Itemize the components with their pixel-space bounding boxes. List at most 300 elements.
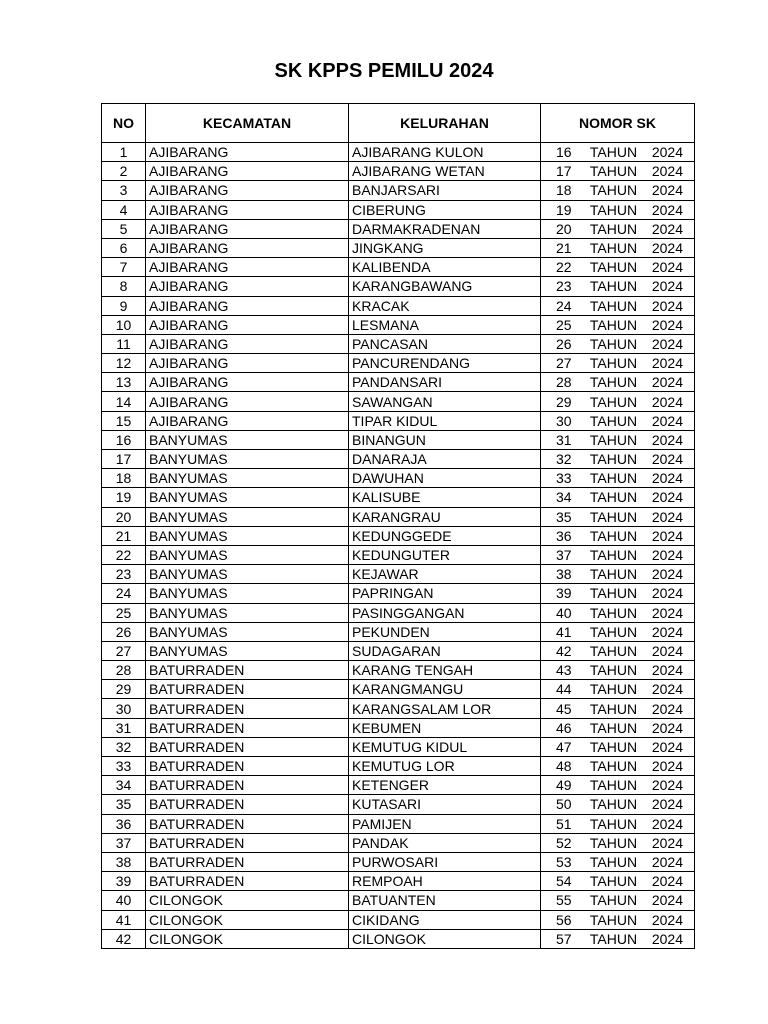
row-kelurahan: PASINGGANGAN (349, 603, 541, 622)
sk-number: 51 (556, 815, 572, 832)
sk-year: 2024 (651, 297, 683, 314)
row-nomor-sk (541, 737, 695, 756)
sk-tahun-label: TAHUN (589, 335, 638, 352)
sk-tahun-label: TAHUN (589, 163, 638, 180)
sk-year: 2024 (651, 834, 683, 851)
row-no: 26 (102, 622, 146, 641)
row-kelurahan: KEMUTUG LOR (349, 757, 541, 776)
row-no: 34 (102, 776, 146, 795)
sk-year: 2024 (651, 815, 683, 832)
sk-tahun-label: TAHUN (589, 240, 638, 257)
row-kecamatan: BANYUMAS (146, 450, 349, 469)
row-nomor-sk (541, 852, 695, 871)
sk-year: 2024 (651, 547, 683, 564)
row-no: 22 (102, 545, 146, 564)
row-no: 7 (102, 258, 146, 277)
sk-year: 2024 (651, 911, 683, 928)
sk-tahun-label: TAHUN (589, 911, 638, 928)
row-nomor-sk (541, 661, 695, 680)
row-nomor-sk (541, 162, 695, 181)
sk-tahun-label: TAHUN (589, 316, 638, 333)
row-no: 4 (102, 200, 146, 219)
sk-tahun-label: TAHUN (589, 642, 638, 659)
row-nomor-sk (541, 507, 695, 526)
row-no: 14 (102, 392, 146, 411)
sk-tahun-label: TAHUN (589, 374, 638, 391)
sk-number: 27 (556, 355, 572, 372)
row-nomor-sk (541, 181, 695, 200)
sk-tahun-label: TAHUN (589, 930, 638, 947)
row-kelurahan: KEJAWAR (349, 565, 541, 584)
sk-tahun-label: TAHUN (589, 431, 638, 448)
sk-tahun-label: TAHUN (589, 566, 638, 583)
row-kelurahan: PANDAK (349, 833, 541, 852)
table-row (102, 219, 695, 238)
table-row (102, 258, 695, 277)
sk-tahun-label: TAHUN (589, 777, 638, 794)
row-kelurahan: AJIBARANG WETAN (349, 162, 541, 181)
row-nomor-sk (541, 622, 695, 641)
row-nomor-sk (541, 814, 695, 833)
table-row (102, 411, 695, 430)
row-nomor-sk (541, 565, 695, 584)
row-nomor-sk (541, 910, 695, 929)
row-kecamatan: AJIBARANG (146, 200, 349, 219)
sk-year: 2024 (651, 738, 683, 755)
row-kelurahan: SAWANGAN (349, 392, 541, 411)
sk-tahun-label: TAHUN (589, 892, 638, 909)
row-no: 20 (102, 507, 146, 526)
sk-tahun-label: TAHUN (589, 700, 638, 717)
table-row (102, 661, 695, 680)
row-kecamatan: BATURRADEN (146, 814, 349, 833)
row-kecamatan: BATURRADEN (146, 776, 349, 795)
table-row (102, 526, 695, 545)
row-nomor-sk (541, 603, 695, 622)
sk-tahun-label: TAHUN (589, 854, 638, 871)
sk-year: 2024 (651, 201, 683, 218)
sk-tahun-label: TAHUN (589, 585, 638, 602)
row-kecamatan: BATURRADEN (146, 872, 349, 891)
row-nomor-sk (541, 430, 695, 449)
sk-number: 38 (556, 566, 572, 583)
row-kelurahan: KRACAK (349, 296, 541, 315)
sk-number: 37 (556, 547, 572, 564)
sk-year: 2024 (651, 355, 683, 372)
table-row (102, 565, 695, 584)
row-kecamatan: AJIBARANG (146, 411, 349, 430)
sk-number: 31 (556, 431, 572, 448)
row-nomor-sk (541, 219, 695, 238)
sk-year: 2024 (651, 662, 683, 679)
row-kecamatan: AJIBARANG (146, 238, 349, 257)
sk-number: 39 (556, 585, 572, 602)
row-nomor-sk (541, 929, 695, 948)
header-no: NO (102, 104, 146, 143)
sk-tahun-label: TAHUN (589, 201, 638, 218)
sk-number: 56 (556, 911, 572, 928)
sk-number: 17 (556, 163, 572, 180)
row-no: 36 (102, 814, 146, 833)
table-row (102, 507, 695, 526)
sk-tahun-label: TAHUN (589, 604, 638, 621)
row-kelurahan: PAPRINGAN (349, 584, 541, 603)
sk-number: 46 (556, 719, 572, 736)
row-no: 33 (102, 757, 146, 776)
sk-number: 52 (556, 834, 572, 851)
sk-number: 55 (556, 892, 572, 909)
sk-year: 2024 (651, 240, 683, 257)
row-no: 23 (102, 565, 146, 584)
row-kecamatan: BANYUMAS (146, 584, 349, 603)
table-row (102, 737, 695, 756)
row-kecamatan: BANYUMAS (146, 622, 349, 641)
row-nomor-sk (541, 373, 695, 392)
sk-tahun-label: TAHUN (589, 220, 638, 237)
header-kelurahan: KELURAHAN (349, 104, 541, 143)
sk-year: 2024 (651, 892, 683, 909)
row-no: 28 (102, 661, 146, 680)
sk-number: 57 (556, 930, 572, 947)
sk-number: 44 (556, 681, 572, 698)
table-row (102, 757, 695, 776)
row-nomor-sk (541, 296, 695, 315)
sk-year: 2024 (651, 220, 683, 237)
sk-year: 2024 (651, 259, 683, 276)
row-nomor-sk (541, 411, 695, 430)
sk-year: 2024 (651, 527, 683, 544)
row-no: 2 (102, 162, 146, 181)
sk-tahun-label: TAHUN (589, 489, 638, 506)
row-no: 38 (102, 852, 146, 871)
table-row (102, 833, 695, 852)
row-nomor-sk (541, 776, 695, 795)
sk-number: 42 (556, 642, 572, 659)
sk-number: 49 (556, 777, 572, 794)
table-row (102, 814, 695, 833)
row-kecamatan: BATURRADEN (146, 661, 349, 680)
row-no: 19 (102, 488, 146, 507)
sk-number: 43 (556, 662, 572, 679)
sk-number: 35 (556, 508, 572, 525)
row-kelurahan: BANJARSARI (349, 181, 541, 200)
row-kecamatan: AJIBARANG (146, 277, 349, 296)
sk-year: 2024 (651, 470, 683, 487)
sk-year: 2024 (651, 451, 683, 468)
row-kelurahan: KARANGSALAM LOR (349, 699, 541, 718)
sk-number: 19 (556, 201, 572, 218)
sk-number: 30 (556, 412, 572, 429)
sk-number: 32 (556, 451, 572, 468)
row-no: 30 (102, 699, 146, 718)
row-kelurahan: KEDUNGGEDE (349, 526, 541, 545)
row-no: 3 (102, 181, 146, 200)
row-kecamatan: BANYUMAS (146, 507, 349, 526)
table-row (102, 545, 695, 564)
sk-year: 2024 (651, 566, 683, 583)
sk-year: 2024 (651, 278, 683, 295)
sk-year: 2024 (651, 144, 683, 161)
row-kecamatan: AJIBARANG (146, 296, 349, 315)
sk-tahun-label: TAHUN (589, 259, 638, 276)
row-kelurahan: KEMUTUG KIDUL (349, 737, 541, 756)
sk-tahun-label: TAHUN (589, 412, 638, 429)
row-nomor-sk (541, 258, 695, 277)
row-kecamatan: AJIBARANG (146, 258, 349, 277)
row-nomor-sk (541, 354, 695, 373)
sk-number: 18 (556, 182, 572, 199)
sk-year: 2024 (651, 642, 683, 659)
sk-tahun-label: TAHUN (589, 144, 638, 161)
row-kelurahan: KARANG TENGAH (349, 661, 541, 680)
sk-tahun-label: TAHUN (589, 278, 638, 295)
row-kecamatan: BANYUMAS (146, 545, 349, 564)
row-no: 21 (102, 526, 146, 545)
row-nomor-sk (541, 545, 695, 564)
table-row (102, 929, 695, 948)
row-nomor-sk (541, 795, 695, 814)
row-kelurahan: REMPOAH (349, 872, 541, 891)
row-no: 9 (102, 296, 146, 315)
row-no: 31 (102, 718, 146, 737)
row-kelurahan: KALIBENDA (349, 258, 541, 277)
row-nomor-sk (541, 469, 695, 488)
sk-tahun-label: TAHUN (589, 796, 638, 813)
row-no: 12 (102, 354, 146, 373)
sk-year: 2024 (651, 585, 683, 602)
sk-year: 2024 (651, 758, 683, 775)
row-nomor-sk (541, 680, 695, 699)
row-kelurahan: JINGKANG (349, 238, 541, 257)
table-row (102, 603, 695, 622)
row-no: 17 (102, 450, 146, 469)
row-no: 16 (102, 430, 146, 449)
table-row (102, 680, 695, 699)
row-no: 18 (102, 469, 146, 488)
row-kecamatan: AJIBARANG (146, 219, 349, 238)
row-kelurahan: CIKIDANG (349, 910, 541, 929)
row-nomor-sk (541, 584, 695, 603)
row-nomor-sk (541, 641, 695, 660)
row-nomor-sk (541, 488, 695, 507)
sk-tahun-label: TAHUN (589, 508, 638, 525)
table-body (102, 143, 695, 949)
row-kecamatan: AJIBARANG (146, 143, 349, 162)
sk-tahun-label: TAHUN (589, 758, 638, 775)
row-kelurahan: BATUANTEN (349, 891, 541, 910)
row-nomor-sk (541, 891, 695, 910)
sk-year: 2024 (651, 412, 683, 429)
sk-number: 47 (556, 738, 572, 755)
header-kecamatan: KECAMATAN (146, 104, 349, 143)
sk-year: 2024 (651, 489, 683, 506)
sk-year: 2024 (651, 719, 683, 736)
sk-tahun-label: TAHUN (589, 527, 638, 544)
row-no: 13 (102, 373, 146, 392)
table-header-row (102, 104, 695, 143)
row-kecamatan: BATURRADEN (146, 737, 349, 756)
sk-year: 2024 (651, 854, 683, 871)
table-row (102, 872, 695, 891)
sk-year: 2024 (651, 431, 683, 448)
row-kelurahan: DAWUHAN (349, 469, 541, 488)
row-no: 10 (102, 315, 146, 334)
sk-number: 26 (556, 335, 572, 352)
sk-year: 2024 (651, 604, 683, 621)
sk-number: 41 (556, 623, 572, 640)
table-row (102, 584, 695, 603)
table-row (102, 162, 695, 181)
row-no: 8 (102, 277, 146, 296)
row-no: 41 (102, 910, 146, 929)
sk-year: 2024 (651, 873, 683, 890)
sk-number: 53 (556, 854, 572, 871)
table-row (102, 315, 695, 334)
row-kecamatan: AJIBARANG (146, 334, 349, 353)
table-row (102, 622, 695, 641)
page-title: SK KPPS PEMILU 2024 (274, 60, 494, 82)
row-nomor-sk (541, 699, 695, 718)
sk-number: 48 (556, 758, 572, 775)
row-no: 39 (102, 872, 146, 891)
sk-number: 36 (556, 527, 572, 544)
row-no: 5 (102, 219, 146, 238)
table-row (102, 699, 695, 718)
table-row (102, 181, 695, 200)
table-row (102, 450, 695, 469)
table-row (102, 354, 695, 373)
sk-tahun-label: TAHUN (589, 815, 638, 832)
row-kecamatan: BANYUMAS (146, 603, 349, 622)
table-row (102, 143, 695, 162)
table-row (102, 776, 695, 795)
row-kecamatan: BATURRADEN (146, 757, 349, 776)
sk-year: 2024 (651, 681, 683, 698)
sk-number: 24 (556, 297, 572, 314)
row-nomor-sk (541, 392, 695, 411)
table-row (102, 392, 695, 411)
row-kelurahan: KEDUNGUTER (349, 545, 541, 564)
sk-year: 2024 (651, 623, 683, 640)
sk-number: 20 (556, 220, 572, 237)
row-no: 24 (102, 584, 146, 603)
row-kelurahan: PURWOSARI (349, 852, 541, 871)
sk-year: 2024 (651, 374, 683, 391)
row-kelurahan: LESMANA (349, 315, 541, 334)
header-nomor-sk: NOMOR SK (541, 104, 695, 143)
sk-tahun-label: TAHUN (589, 873, 638, 890)
table-row (102, 238, 695, 257)
row-kecamatan: AJIBARANG (146, 315, 349, 334)
row-no: 37 (102, 833, 146, 852)
row-kelurahan: KUTASARI (349, 795, 541, 814)
row-nomor-sk (541, 277, 695, 296)
sk-year: 2024 (651, 796, 683, 813)
row-kelurahan: PAMIJEN (349, 814, 541, 833)
row-kecamatan: AJIBARANG (146, 162, 349, 181)
row-kecamatan: BANYUMAS (146, 565, 349, 584)
sk-tahun-label: TAHUN (589, 681, 638, 698)
row-no: 6 (102, 238, 146, 257)
sk-year: 2024 (651, 508, 683, 525)
row-kecamatan: CILONGOK (146, 929, 349, 948)
table-row (102, 469, 695, 488)
sk-year: 2024 (651, 930, 683, 947)
sk-tahun-label: TAHUN (589, 470, 638, 487)
row-nomor-sk (541, 718, 695, 737)
row-kelurahan: PANCURENDANG (349, 354, 541, 373)
sk-number: 29 (556, 393, 572, 410)
row-no: 29 (102, 680, 146, 699)
table-row (102, 200, 695, 219)
row-kelurahan: TIPAR KIDUL (349, 411, 541, 430)
row-kecamatan: BANYUMAS (146, 641, 349, 660)
row-no: 1 (102, 143, 146, 162)
row-kecamatan: BANYUMAS (146, 430, 349, 449)
row-kecamatan: AJIBARANG (146, 392, 349, 411)
sk-number: 45 (556, 700, 572, 717)
row-nomor-sk (541, 200, 695, 219)
row-kecamatan: BATURRADEN (146, 680, 349, 699)
sk-number: 34 (556, 489, 572, 506)
row-nomor-sk (541, 143, 695, 162)
sk-year: 2024 (651, 777, 683, 794)
row-no: 15 (102, 411, 146, 430)
row-kelurahan: PANCASAN (349, 334, 541, 353)
row-no: 27 (102, 641, 146, 660)
row-kelurahan: CILONGOK (349, 929, 541, 948)
row-kelurahan: PEKUNDEN (349, 622, 541, 641)
row-nomor-sk (541, 334, 695, 353)
row-nomor-sk (541, 757, 695, 776)
row-nomor-sk (541, 526, 695, 545)
row-kelurahan: PANDANSARI (349, 373, 541, 392)
sk-tahun-label: TAHUN (589, 719, 638, 736)
row-kelurahan: KALISUBE (349, 488, 541, 507)
row-kecamatan: BATURRADEN (146, 795, 349, 814)
row-no: 32 (102, 737, 146, 756)
row-kecamatan: BANYUMAS (146, 488, 349, 507)
sk-tahun-label: TAHUN (589, 738, 638, 755)
sk-number: 21 (556, 240, 572, 257)
row-kecamatan: BATURRADEN (146, 833, 349, 852)
row-kecamatan: BATURRADEN (146, 852, 349, 871)
row-kecamatan: BANYUMAS (146, 469, 349, 488)
row-no: 25 (102, 603, 146, 622)
row-nomor-sk (541, 872, 695, 891)
row-kecamatan: AJIBARANG (146, 373, 349, 392)
sk-tahun-label: TAHUN (589, 451, 638, 468)
sk-year: 2024 (651, 393, 683, 410)
row-kecamatan: BATURRADEN (146, 699, 349, 718)
sk-number: 33 (556, 470, 572, 487)
row-kecamatan: BANYUMAS (146, 526, 349, 545)
row-kecamatan: AJIBARANG (146, 181, 349, 200)
sk-number: 16 (556, 144, 572, 161)
sk-number: 40 (556, 604, 572, 621)
sk-table (101, 103, 695, 949)
sk-year: 2024 (651, 700, 683, 717)
row-kelurahan: DARMAKRADENAN (349, 219, 541, 238)
row-nomor-sk (541, 315, 695, 334)
sk-tahun-label: TAHUN (589, 834, 638, 851)
sk-year: 2024 (651, 182, 683, 199)
row-kelurahan: DANARAJA (349, 450, 541, 469)
row-kelurahan: KEBUMEN (349, 718, 541, 737)
row-no: 40 (102, 891, 146, 910)
row-nomor-sk (541, 238, 695, 257)
table-row (102, 277, 695, 296)
